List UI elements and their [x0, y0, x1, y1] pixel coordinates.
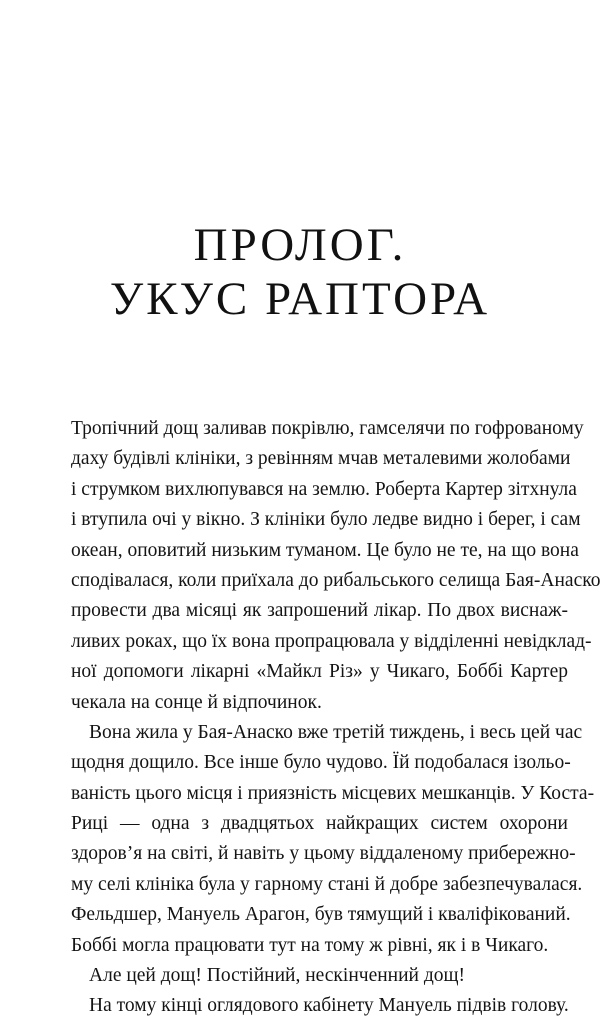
text-line: і струмком вихлюпувався на землю. Роберта Картер зітхнула: [71, 478, 577, 500]
text-line: му селі клініка була у гарному стані й добре забезпечувалася.: [71, 873, 583, 895]
text-line: провести два місяці як запрошений лікар. По двох виснаж-: [71, 600, 568, 622]
text-line: Але цей дощ! Постійний, нескінченний дощ!: [89, 965, 466, 987]
text-line: Вона жила у Бая-Анаско вже третій тиждень, і весь цей час: [89, 721, 583, 743]
text-line: щодня дощило. Все інше було чудово. Їй подобалася ізольо-: [71, 752, 571, 774]
text-line: ної допомоги лікарні «Майкл Різ» у Чикаго, Боббі Картер: [71, 661, 568, 683]
text-line: ливих роках, що їх вона пропрацювала у відділенні невідклад-: [71, 630, 592, 652]
chapter-title-line-1: ПРОЛОГ.: [193, 219, 407, 271]
text-line: Боббі могла працювати тут на тому ж рівні, як і в Чикаго.: [71, 934, 549, 956]
text-line: Фельдшер, Мануель Арагон, був тямущий і кваліфікований.: [71, 904, 571, 926]
text-line: і втупила очі у вікно. З клініки було ледве видно і берег, і сам: [71, 509, 581, 531]
chapter-body-text: [71, 414, 600, 1022]
text-line: чекала на сонце й відпочинок.: [71, 691, 322, 713]
text-line: океан, оповитий низьким туманом. Це було не те, на що вона: [71, 539, 579, 561]
text-line: Риці — одна з двадцятьох найкращих систем охорони: [71, 813, 568, 835]
chapter-title-line-2: УКУС РАПТОРА: [109, 273, 491, 325]
text-line: сподівалася, коли приїхала до рибальського селища Бая-Анаско: [71, 569, 600, 591]
text-line: Тропічний дощ заливав покрівлю, гамселячи по гофрованому: [71, 418, 584, 439]
text-line: здоров’я на світі, й навіть у цьому віддаленому прибережно-: [71, 843, 576, 865]
text-line: даху будівлі клініки, з ревінням мчав металевими жолобами: [71, 448, 571, 470]
text-line: На тому кінці оглядового кабінету Мануель підвів голову.: [89, 995, 569, 1017]
text-line: ваність цього місця і приязність місцевих мешканців. У Коста-: [71, 782, 595, 804]
